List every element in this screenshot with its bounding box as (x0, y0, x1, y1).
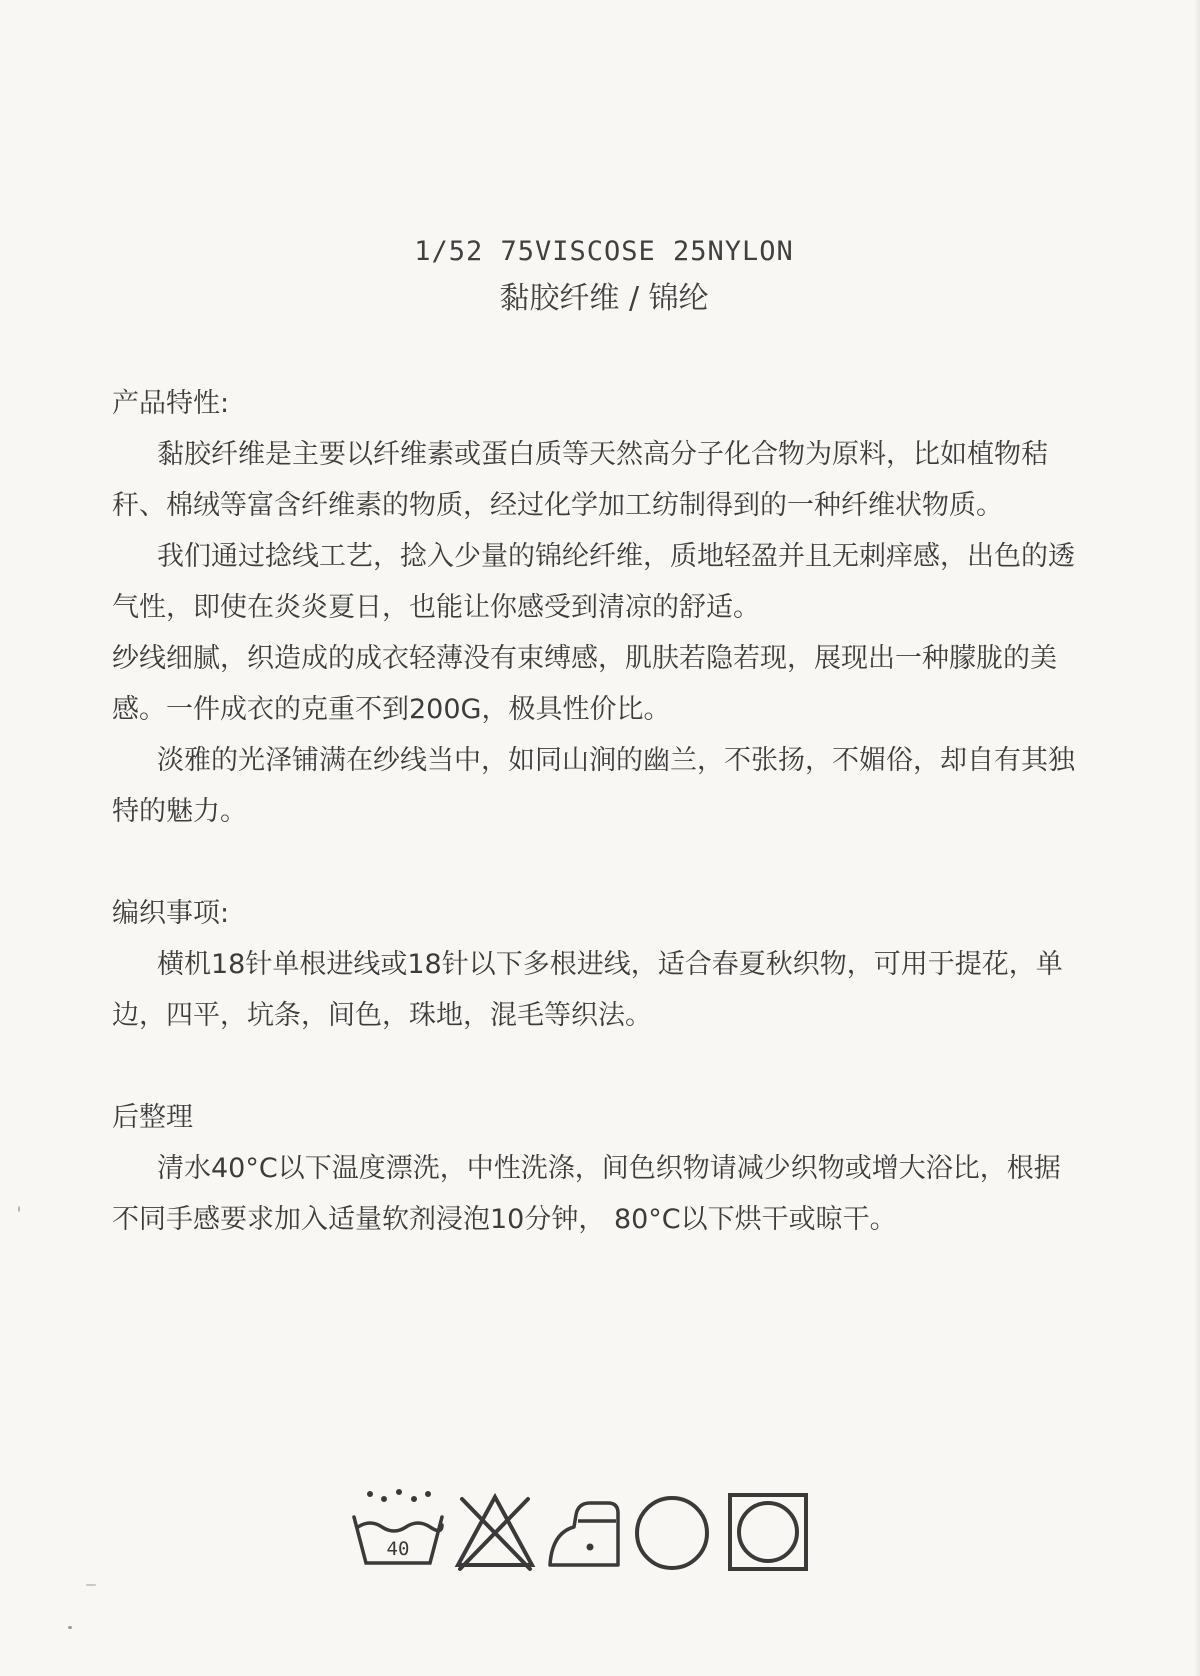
title-block (0, 236, 1200, 317)
scan-speck (86, 1584, 96, 1586)
product-features-paragraph: 淡雅的光泽铺满在纱线当中，如同山涧的幽兰，不张扬，不媚俗，却自有其独特的魅力。 (112, 745, 1075, 827)
iron-low-icon (550, 1503, 618, 1565)
care-symbols-svg (350, 1485, 830, 1575)
fiber-title: 黏胶纤维 / 锦纶 (499, 281, 709, 316)
dry-clean-icon (637, 1498, 707, 1568)
composition-title: 1/52 75VISCOSE 25NYLON (414, 236, 794, 267)
product-features-paragraph: 黏胶纤维是主要以纤维素或蛋白质等天然高分子化合物为原料，比如植物秸秆、棉绒等富含纤维素的物质，经过化学加工纺制得到的一种纤维状物质。 (112, 439, 1048, 521)
scan-speck (18, 1206, 20, 1212)
product-features-paragraph: 我们通过捻线工艺，捻入少量的锦纶纤维，质地轻盈并且无刺痒感，出色的透气性，即使在炎炎夏日，也能让你感受到清凉的舒适。 (112, 541, 1075, 623)
wash-temperature-label: 40 (386, 1538, 410, 1560)
wash-40-icon (354, 1489, 442, 1563)
knitting-notes-heading: 编织事项: (112, 898, 230, 929)
section-spacer (112, 837, 1082, 888)
product-features-paragraph: 纱线细腻，织造成的成衣轻薄没有束缚感，肌肤若隐若现，展现出一种朦胧的美感。一件成衣的克重不到200G，极具性价比。 (112, 643, 1057, 725)
care-symbols (350, 1485, 830, 1575)
finishing-heading: 后整理 (112, 1102, 193, 1133)
finishing-paragraph: 清水40°C以下温度漂洗，中性洗涤，间色织物请减少织物或增大浴比，根据不同手感要求加入适量软剂浸泡10分钟， 80°C以下烘干或晾干。 (112, 1153, 1061, 1235)
knitting-notes-paragraph: 横机18针单根进线或18针以下多根进线，适合春夏秋织物，可用于提花，单边，四平，坑条，间色，珠地，混毛等织法。 (112, 949, 1063, 1031)
do-not-bleach-icon (458, 1497, 532, 1569)
scan-speck (68, 1626, 72, 1629)
document-body (112, 378, 1082, 1245)
product-features-heading: 产品特性: (112, 388, 230, 419)
tumble-dry-icon (730, 1495, 806, 1569)
section-spacer (112, 1041, 1082, 1092)
